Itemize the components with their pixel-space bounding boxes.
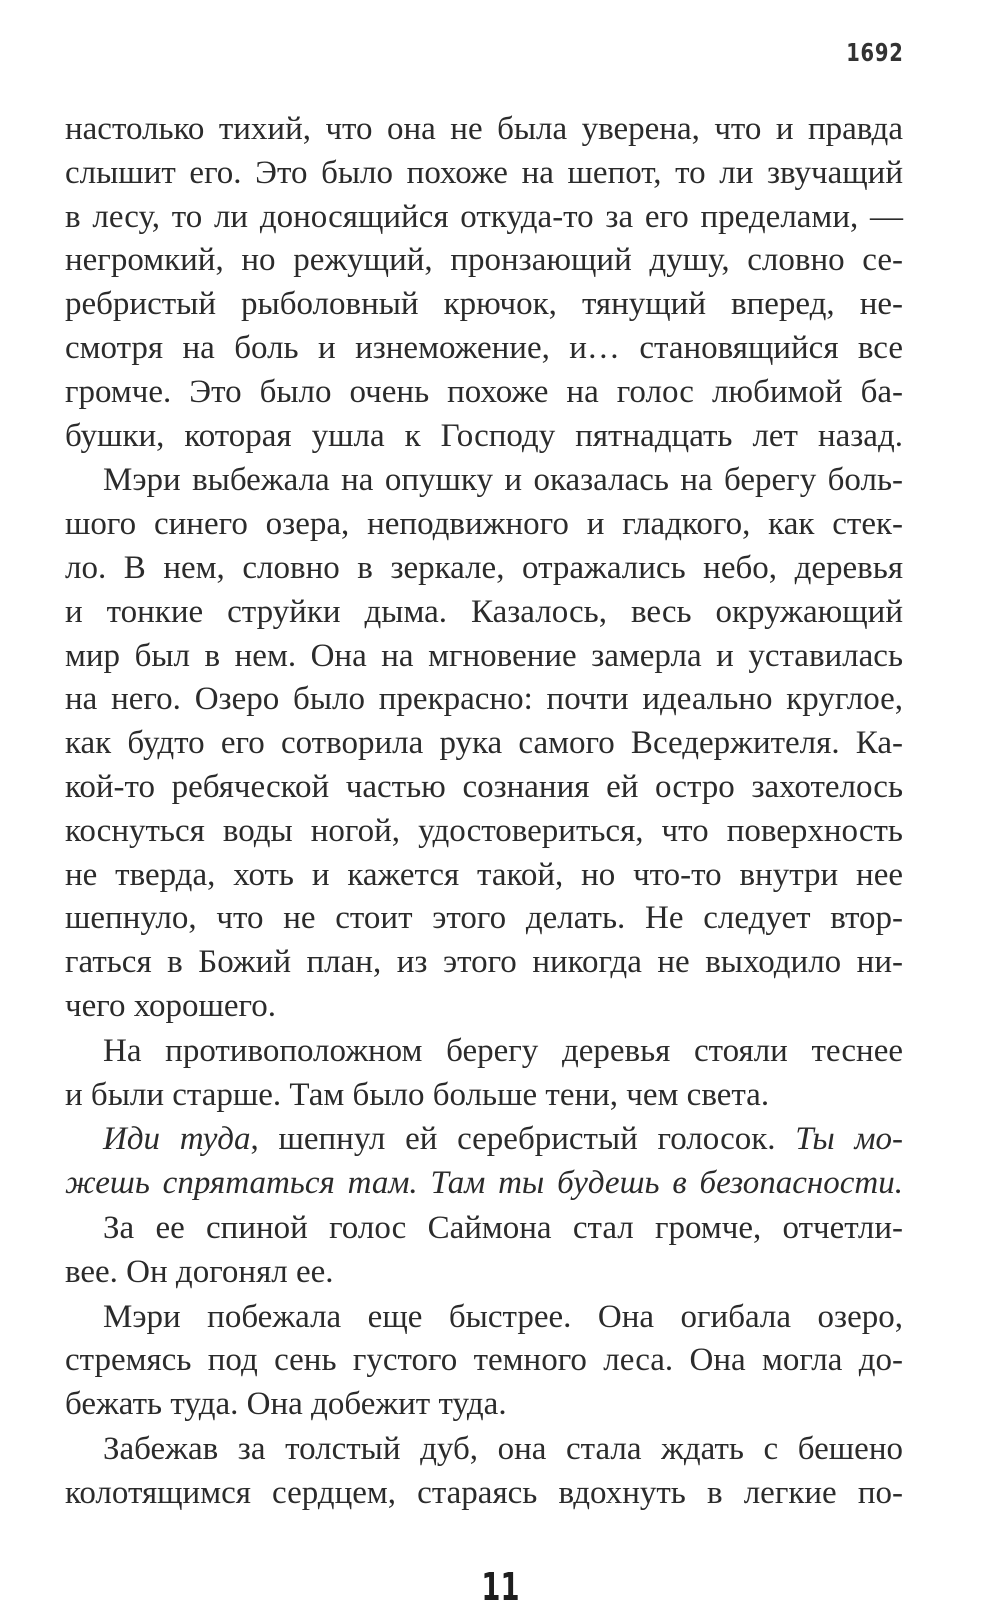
text-line: Мэри выбежала на опушку и оказалась на берегу боль- <box>103 462 903 499</box>
text-line: как будто его сотворила рука самого Вседержителя. Ка- <box>65 725 903 762</box>
text-line: коснуться воды ногой, удостовериться, что поверхность <box>65 812 903 849</box>
text-line: кой-то ребяческой частью сознания ей остро захотелось <box>65 768 903 805</box>
text-line: не тверда, хоть и кажется такой, но что-то внутри нее <box>65 856 903 893</box>
text-line <box>65 1162 903 1206</box>
text-line: Забежав за толстый дуб, она стала ждать с бешено <box>103 1430 903 1467</box>
text-line: гаться в Божий план, из этого никогда не выходило ни- <box>65 944 903 981</box>
body-text <box>65 108 903 1516</box>
text-line: громче. Это было очень похоже на голос любимой ба- <box>65 373 903 410</box>
text-line: чего хорошего. <box>65 987 276 1024</box>
text-line: ребристый рыболовный крючок, тянущий вперед, не- <box>65 286 903 323</box>
text-line: и тонкие струйки дыма. Казалось, весь окружающий <box>65 593 903 630</box>
italic-text: Иди туда <box>103 1121 251 1158</box>
italic-text: жешь спрятаться там. Там ты будешь в безопасности. <box>65 1165 903 1202</box>
text-line: негромкий, но режущий, пронзающий душу, словно се- <box>65 242 903 279</box>
text-line: ло. В нем, словно в зеркале, отражались небо, деревья <box>65 549 903 586</box>
text-line: стремясь под сень густого темного леса. Она могла до- <box>65 1342 903 1379</box>
text-line: шепнуло, что не стоит этого делать. Не следует втор- <box>65 900 903 937</box>
italic-text: Ты мо- <box>795 1121 903 1158</box>
text-line: Мэри побежала еще быстрее. Она огибала озеро, <box>103 1298 903 1335</box>
text-line: слышит его. Это было похоже на шепот, то ли звучащий <box>65 154 903 191</box>
text-segment: , шепнул ей серебристый голосок. <box>250 1121 796 1158</box>
text-line: настолько тихий, что она не была уверена, что и правда <box>65 111 903 147</box>
text-line: бежать туда. Она добежит туда. <box>65 1386 507 1423</box>
text-line: вее. Он догонял ее. <box>65 1253 334 1290</box>
text-line: бушки, которая ушла к Господу пятнадцать лет назад. <box>65 417 903 454</box>
text-line: колотящимся сердцем, стараясь вдохнуть в легкие по- <box>65 1474 903 1511</box>
page-number <box>0 1565 1000 1609</box>
text-line <box>65 1118 903 1162</box>
running-head: 1692 <box>846 38 904 67</box>
text-line: и были старше. Там было больше тени, чем света. <box>65 1076 770 1113</box>
text-line: За ее спиной голос Саймона стал громче, отчетли- <box>103 1209 903 1246</box>
text-line: на него. Озеро было прекрасно: почти идеально круглое, <box>65 681 903 718</box>
text-line: в лесу, то ли доносящийся откуда-то за его пределами, — <box>65 198 903 235</box>
text-line: смотря на боль и изнеможение, и… становящийся все <box>65 329 903 366</box>
text-line: шого синего озера, неподвижного и гладкого, как стек- <box>65 506 903 543</box>
text-line: мир был в нем. Она на мгновение замерла и уставилась <box>65 637 903 674</box>
text-line: На противоположном берегу деревья стояли теснее <box>103 1032 903 1069</box>
page-number-text: 11 <box>480 1565 520 1609</box>
